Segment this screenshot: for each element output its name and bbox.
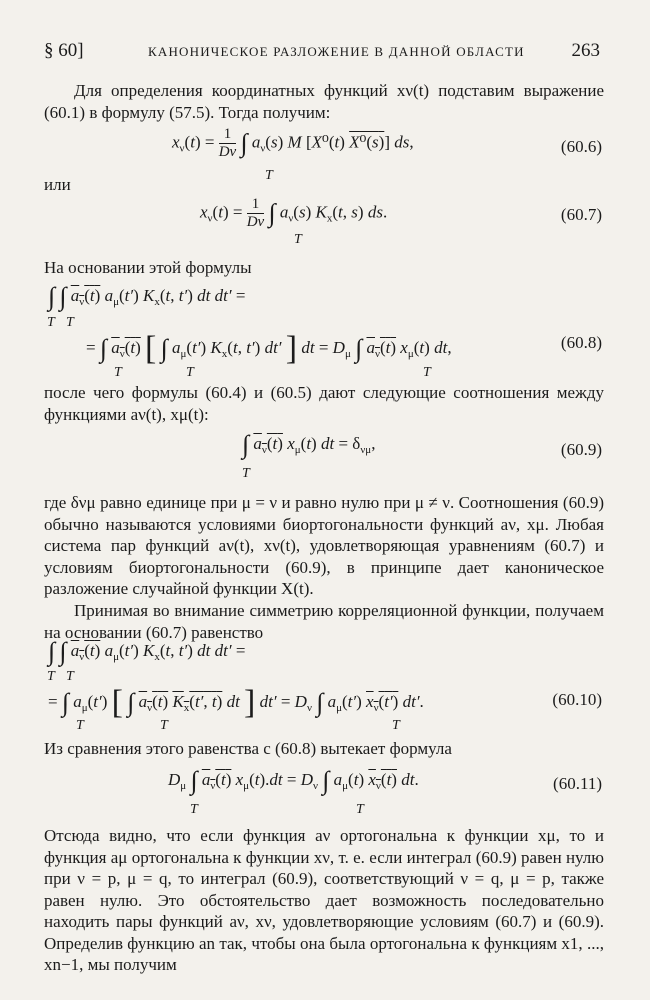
paragraph-3: после чего формулы (60.4) и (60.5) дают следующие соотношения между функциями aν(t), xμ(t):: [44, 383, 604, 424]
equation-number: (60.9): [560, 440, 602, 459]
equation-60-9: ∫ $a_\nu(t)$ $x_\mu(t)$ dt = $\delta_{\nu\mu}$,: [242, 430, 376, 459]
equation-60-8-line-2: = ∫ $a_\nu(t)$ [ ∫ $a_\mu(t')$ $K_x(t$, t′) dt′ ] dt = $D_\mu$ ∫ $a_\nu(t)$ $x_\mu(t)$ dt,: [86, 330, 452, 367]
word-or: или: [44, 175, 71, 194]
limit-T: T: [392, 718, 400, 733]
equation-60-6: $x_\nu(t)$ = $\frac{1}{D\nu}$ ∫ $a_\nu(s)$ M [X⁰(t) X⁰(s)] ds,: [172, 126, 414, 160]
limit-T: T: [186, 365, 194, 380]
paragraph-6: Из сравнения этого равенства с (60.8) вытекает формула: [44, 739, 452, 758]
equation-number: (60.10): [552, 690, 602, 709]
limit-T: T: [160, 718, 168, 733]
limit-T: T: [47, 315, 55, 330]
limit-T: T: [265, 168, 273, 183]
running-title: КАНОНИЧЕСКОЕ РАЗЛОЖЕНИЕ В ДАННОЙ ОБЛАСТИ: [148, 44, 525, 59]
equation-60-10-line-1: ∫ ∫ $a_\nu(t)$ $a_\mu(t')$ $K_x(t$, t′) dt dt′ =: [48, 637, 246, 666]
page-number: 263: [571, 40, 600, 61]
running-header: [44, 40, 600, 68]
section-mark: § 60]: [44, 40, 84, 61]
equation-number: (60.11): [553, 774, 602, 793]
limit-T: T: [190, 802, 198, 817]
equation-number: (60.7): [560, 205, 602, 224]
equation-60-11: $D_\mu$ ∫ $a_\nu(t) x_\mu(t).dt = D_\nu$ ∫ $a_\mu(t)$ $x_\nu(t)$ dt.: [168, 766, 419, 795]
paragraph-1: Для определения координатных функций xν(t) подставим выражение (60.1) в формулу (57.5). Тогда получим:: [44, 81, 604, 122]
paragraph-4: где δνμ равно единице при μ = ν и равно нулю при μ ≠ ν. Соотношения (60.9) обычно называются условиями биортогональности функций aν, xμ. Любая система пар функций aν(t), xν(t), удовлетворяющая уравнениям (60.7) и условиям биортогональности (60.9), в принципе дает каноническое разложение случайной функции X(t).: [44, 493, 604, 598]
equation-60-10-line-2: = ∫ $a_\mu(t')$ [ ∫ $a_\nu(t)$ $K_x(t'$, t) dt ] $dt' = D_\nu$ ∫ $a_\mu(t')$ $x_\nu(t')$ dt′.: [48, 684, 424, 721]
limit-T: T: [76, 718, 84, 733]
limit-T: T: [242, 466, 250, 481]
paragraph-2: На основании этой формулы: [44, 258, 252, 277]
paragraph-5: Принимая во внимание симметрию корреляционной функции, получаем на основании (60.7) равенство: [44, 601, 604, 642]
limit-T: T: [66, 669, 74, 684]
limit-T: T: [47, 669, 55, 684]
paragraph-7: Отсюда видно, что если функция aν ортогональна к функции xμ, то и функция aμ ортогональна к функции xν, т. е. если интеграл (60.9) равен нулю при ν = p, μ = q, то интеграл (60.9), соответствующий ν = q, μ = p, также равен нулю. Это обстоятельство дает возможность последовательно находить пары функций aν, xν, удовлетворяющие условиям (60.7) и (60.9). Определив функцию an так, чтобы она была ортогональна к функциям x1, ..., xn−1, мы получим: [44, 826, 604, 974]
equation-60-7: $x_\nu(t)$ = $\frac{1}{D\nu}$ ∫ $a_\nu(s)$ $K_x(t$, s) ds.: [200, 196, 388, 230]
equation-number: (60.8): [560, 333, 602, 352]
limit-T: T: [294, 232, 302, 247]
fraction: $\frac{1}{D\nu}$: [246, 196, 265, 230]
fraction: $\frac{1}{D\nu}$: [218, 126, 237, 160]
limit-T: T: [66, 315, 74, 330]
limit-T: T: [356, 802, 364, 817]
limit-T: T: [114, 365, 122, 380]
equation-60-8-line-1: ∫ ∫ $a_\nu(t)$ $a_\mu(t')$ $K_x(t$, t′) dt dt′ =: [48, 282, 246, 311]
equation-number: (60.6): [560, 137, 602, 156]
limit-T: T: [423, 365, 431, 380]
